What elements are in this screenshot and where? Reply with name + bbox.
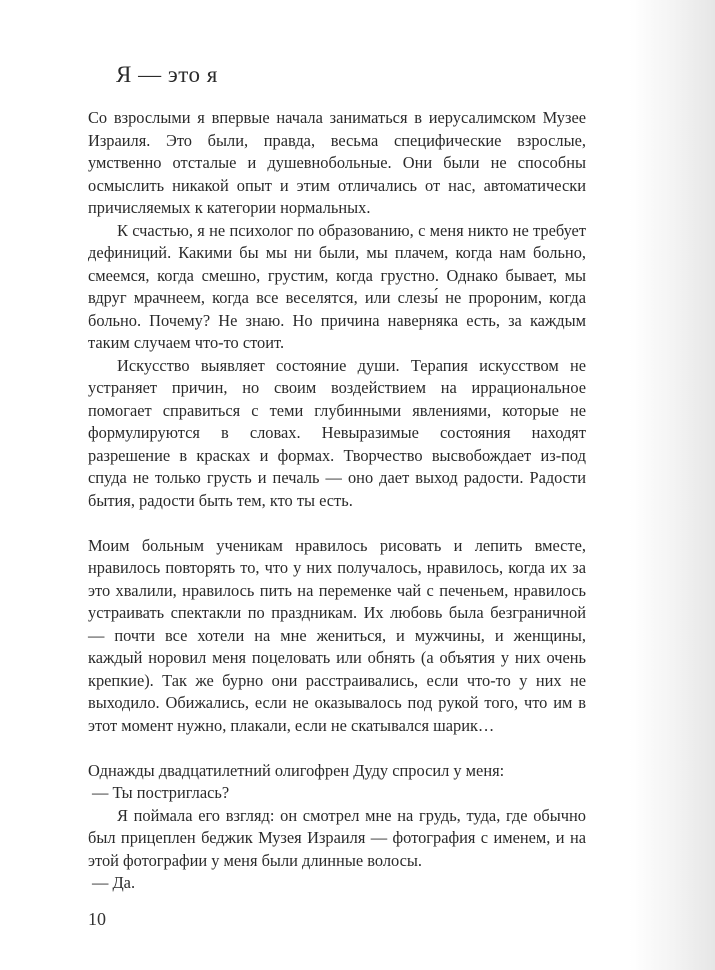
paragraph-5: Однажды двадцатилетний олигофрен Дуду спросил у меня:: [88, 760, 505, 780]
page-number: 10: [88, 909, 106, 929]
chapter-title: Я — это я: [116, 62, 218, 87]
paragraph-1: Со взрослыми я впервые начала заниматься в иерусалимском Музее Израиля. Это были, правда, весьма специфические взрослые, умственно отсталые и душевнобольные. Они были не способны осмыслить никакой опыт и этим отличались от нас, автоматически причисляемых к категории нормальных.: [88, 108, 586, 217]
dialog-line-2: — Да.: [92, 873, 136, 892]
paragraph-2: К счастью, я не психолог по образованию, с меня никто не требует дефиниций. Какими бы мы ни были, мы плачем, когда нам больно, смеемся, когда смешно, грустим, когда грустно. Однако бывает, мы вдруг мрачнеем, когда все веселятся, или слезы́ не пророним, когда больно. Почему? Не знаю. Но причина наверняка есть, за каждым таким случаем что-то стоит.: [88, 220, 586, 352]
body-text: [88, 107, 586, 895]
section-break: [88, 512, 586, 535]
section-break: [88, 737, 586, 760]
paragraph-3: Искусство выявляет состояние души. Терапия искусством не устраняет причин, но своим воздействием на иррациональное помогает справиться с теми глубинными явлениями, которые не формулируются в словах. Невыразимые состояния находят разрешение в красках и формах. Творчество высвобождает из-под спуда не только грусть и печаль — оно дает выход радости. Радости бытия, радости быть тем, кто ты есть.: [88, 355, 586, 510]
paragraph-4: Моим больным ученикам нравилось рисовать и лепить вместе, нравилось повторять то, что у них получалось, нравилось, когда их за это хвалили, нравилось пить на переменке чай с печеньем, нравилось устраивать спектакли по праздникам. Их любовь была безграничной — почти все хотели на мне жениться, и мужчины, и женщины, каждый норовил меня поцеловать или обнять (а объятия у них очень крепкие). Так же бурно они расстраивались, если что-то у них не выходило. Обижались, если не оказывалось под рукой того, что им в этот момент нужно, плакали, если не скатывался шарик…: [88, 535, 586, 735]
paragraph-6: Я поймала его взгляд: он смотрел мне на грудь, туда, где обычно был прицеплен беджик Музея Израиля — фотография с именем, и на этой фотографии у меня были длинные волосы.: [88, 805, 586, 870]
dialog-line-1: — Ты постриглась?: [92, 783, 230, 802]
